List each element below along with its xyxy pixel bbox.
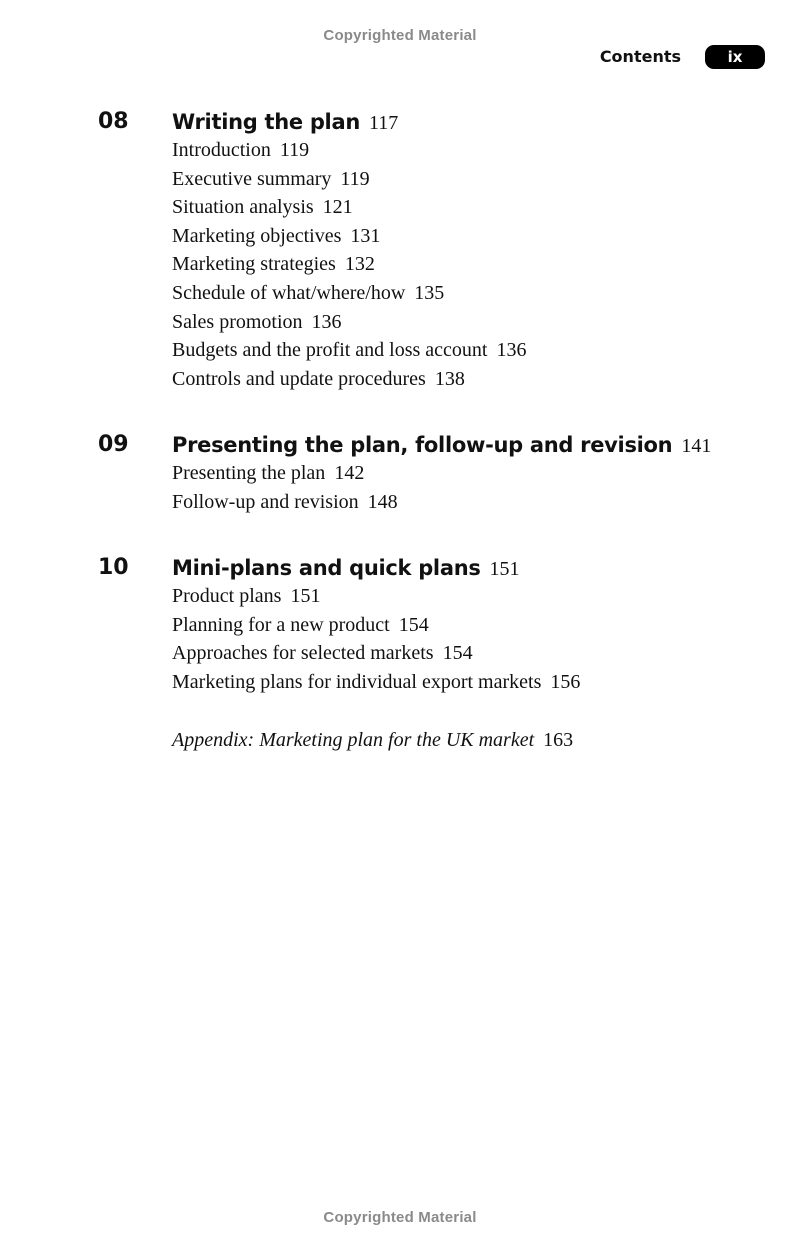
entry-page: 151: [290, 585, 321, 607]
toc-entry[interactable]: [172, 193, 772, 222]
entry-page: 121: [322, 196, 353, 219]
chapter-body: [172, 554, 772, 696]
entry-title: Executive summary: [172, 167, 332, 190]
toc-entry[interactable]: [172, 279, 772, 308]
toc-entry[interactable]: [172, 365, 772, 394]
chapter-heading[interactable]: [172, 431, 772, 459]
entry-title: Schedule of what/where/how: [172, 281, 406, 304]
running-head: [600, 45, 765, 69]
entry-title: Presenting the plan: [172, 462, 326, 484]
toc-entry[interactable]: [172, 488, 772, 517]
toc-entry[interactable]: [172, 336, 772, 365]
running-head-title: Contents: [599, 47, 681, 66]
entry-title: Follow-up and revision: [172, 490, 359, 513]
chapter-title: Writing the plan: [172, 110, 360, 134]
chapter-page: 117: [368, 112, 399, 134]
entry-page: 135: [414, 281, 445, 304]
chapter-page: 151: [489, 558, 520, 580]
entry-page: 154: [442, 642, 473, 665]
toc-entry[interactable]: [172, 639, 772, 668]
entry-title: Situation analysis: [172, 196, 314, 219]
entry-page: 136: [311, 310, 342, 333]
toc-entry[interactable]: [172, 222, 772, 251]
chapter-title: Mini-plans and quick plans: [172, 556, 481, 580]
page-number-badge: ix: [705, 45, 765, 69]
entry-page: 119: [340, 167, 370, 190]
entry-page: 132: [344, 253, 375, 276]
chapter-body: [172, 431, 772, 516]
entry-title: Marketing strategies: [172, 253, 336, 276]
toc-entry[interactable]: [172, 459, 772, 488]
chapter-body: [172, 108, 772, 393]
entry-page: 131: [350, 224, 381, 247]
toc-entry[interactable]: [172, 165, 772, 194]
entry-title: Planning for a new product: [172, 613, 390, 636]
chapter-page: 141: [681, 435, 712, 457]
copyright-watermark-top: Copyrighted Material: [323, 27, 477, 44]
chapter-heading[interactable]: [172, 554, 772, 582]
entry-page: 138: [434, 367, 465, 390]
copyright-watermark-bottom: Copyrighted Material: [323, 1209, 477, 1226]
entry-page: 119: [279, 139, 310, 161]
entry-page: 142: [334, 462, 365, 484]
entry-title: Marketing plans for individual export markets: [172, 670, 542, 693]
toc-entry[interactable]: [172, 582, 772, 611]
toc-entry[interactable]: [172, 136, 772, 165]
appendix-title: Appendix: Marketing plan for the UK market: [172, 729, 535, 751]
appendix-page: 163: [543, 729, 574, 751]
chapter-number: 08: [98, 109, 129, 134]
entry-title: Controls and update procedures: [172, 367, 426, 390]
chapter-number: 09: [98, 432, 129, 457]
appendix-entry[interactable]: [172, 726, 573, 755]
entry-title: Introduction: [172, 139, 271, 161]
entry-title: Marketing objectives: [172, 224, 342, 247]
toc-entry[interactable]: [172, 668, 772, 697]
entry-page: 154: [398, 613, 429, 636]
chapter-number: 10: [98, 555, 129, 580]
entry-title: Approaches for selected markets: [172, 642, 434, 665]
entry-title: Budgets and the profit and loss account: [172, 339, 488, 362]
toc-entry[interactable]: [172, 250, 772, 279]
chapter-title: Presenting the plan, follow-up and revision: [172, 433, 673, 457]
entry-page: 156: [550, 670, 581, 693]
chapter-heading[interactable]: [172, 108, 772, 136]
entry-title: Sales promotion: [172, 310, 303, 333]
toc-entry[interactable]: [172, 611, 772, 640]
toc-entry[interactable]: [172, 308, 772, 337]
entry-page: 148: [367, 490, 398, 513]
entry-title: Product plans: [172, 585, 282, 607]
entry-page: 136: [496, 339, 527, 362]
